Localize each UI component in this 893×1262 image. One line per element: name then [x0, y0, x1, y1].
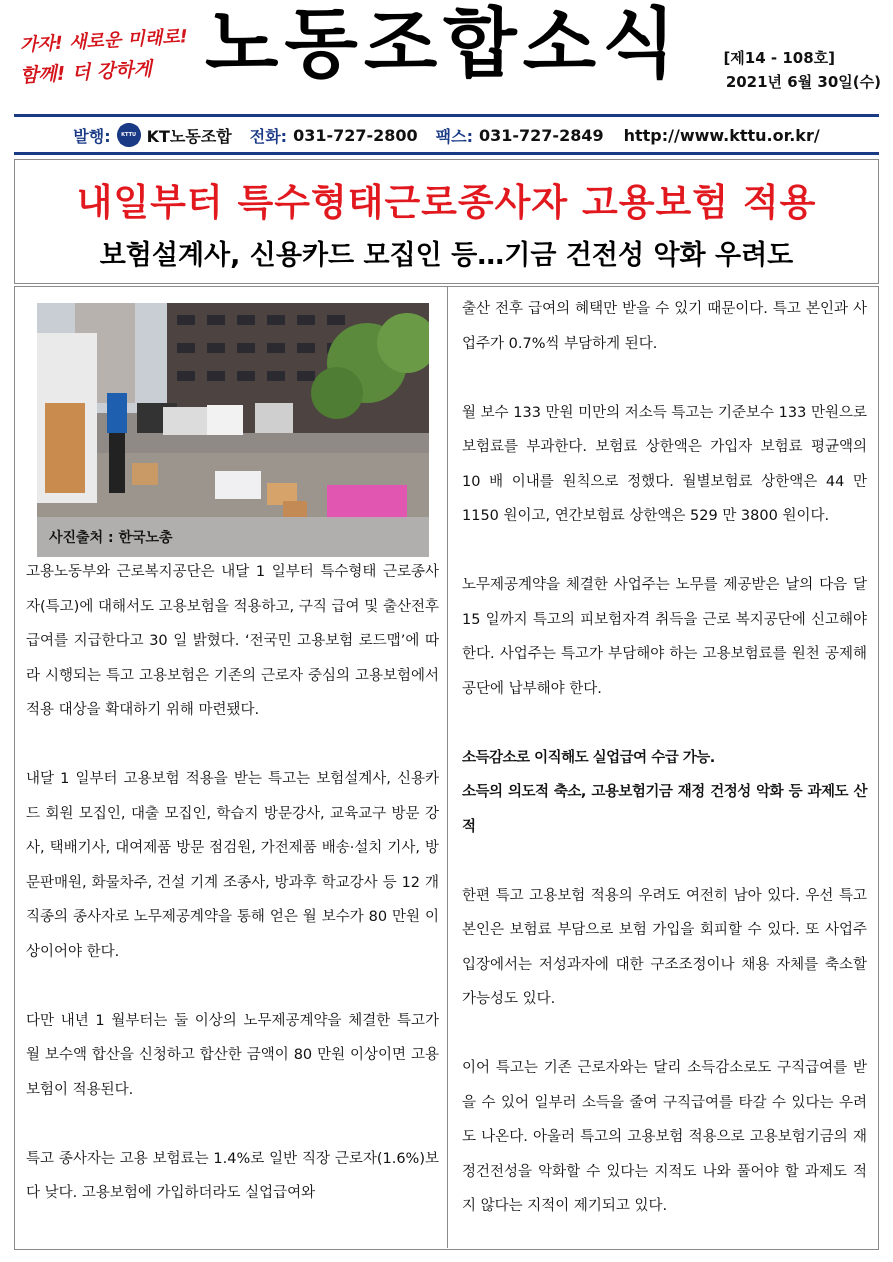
left-paragraph-4: 특고 종사자는 고용 보험료는 1.4%로 일반 직장 근로자(1.6%)보다 낮다. 고용보험에 가입하더라도 실업급여와	[26, 1150, 439, 1201]
right-paragraph-3: 노무제공계약을 체결한 사업주는 노무를 제공받은 날의 다음 달 15 일까지 특고의 피보험자격 취득을 근로 복지공단에 신고해야 한다. 사업주는 특고가 부담해야 하는 고용보험료를 원천 공제해 공단에 납부해야 한다.	[462, 577, 867, 697]
column-divider	[447, 286, 448, 1248]
publisher-info-bar	[14, 121, 879, 149]
left-paragraph-2: 내달 1 일부터 고용보험 적용을 받는 특고는 보험설계사, 신용카드 회원 모집인, 대출 모집인, 학습지 방문강사, 교육교구 방문 강사, 택배기사, 대여제품 방문 점검원, 가전제품 배송·설치 기사, 방문판매원, 화물차주, 건설 기계 조종사, 방과후 학교강사 등 12 개 직종의 종사자로 노무제공계약을 통해 얻은 월 보수가 80 만원 이상이어야 한다.	[26, 771, 439, 960]
issue-number: [제14 - 108호]	[723, 49, 835, 67]
website-link[interactable]: http://www.kttu.or.kr/	[623, 125, 820, 145]
header-rule-top	[14, 114, 879, 117]
header-rule-bottom	[14, 152, 879, 155]
logo-text: KTTU	[121, 132, 137, 138]
issue-date: 2021년 6월 30일(수)	[725, 73, 881, 91]
issue-info	[723, 46, 881, 94]
headline-box	[14, 159, 879, 284]
article-subheadline: 보험설계사, 신용카드 모집인 등…기금 건전성 악화 우려도	[99, 240, 794, 271]
right-paragraph-5: 이어 특고는 기존 근로자와는 달리 소득감소로도 구직급여를 받을 수 있어 일부러 소득을 줄여 구직급여를 타갈 수 있다는 우려도 나온다. 아울러 특고의 고용보험 적용으로 고용보험기금의 재정건전성을 악화할 수 있다는 지적도 나와 풀어야 할 과제도 적지 않다는 지적이 제기되고 있다.	[462, 1060, 867, 1214]
fax-label: 팩스:	[435, 126, 473, 146]
left-column	[26, 555, 439, 1211]
right-column	[462, 292, 867, 1224]
right-paragraph-1: 출산 전후 급여의 혜택만 받을 수 있기 때문이다. 특고 본인과 사업주가 0.7%씩 부담하게 된다.	[462, 301, 867, 352]
slogan	[19, 26, 190, 90]
right-paragraph-2: 월 보수 133 만원 미만의 저소득 특고는 기준보수 133 만원으로 보험료를 부과한다. 보험료 상한액은 가입자 보험료 평균액의 10 배 이내를 원칙으로 정했다. 월별보험료 상한액은 44 만 1150 원이고, 연간보험료 상한액은 529 만 3800 원이다.	[462, 404, 867, 524]
section-subheading-2: 소득의 의도적 축소, 고용보험기금 재정 건정성 악화 등 과제도 산적	[462, 784, 867, 835]
slogan-line-1: 가자! 새로운 미래로!	[19, 26, 189, 56]
left-paragraph-1: 고용노동부와 근로복지공단은 내달 1 일부터 특수형태 근로종사자(특고)에 대해서도 고용보험을 적용하고, 구직 급여 및 출산전후 급여를 지급한다고 30 일 밝혔다. ‘전국민 고용보험 로드맵’에 따라 시행되는 특고 고용보험은 기존의 근로자 중심의 고용보험에서 적용 대상을 확대하기 위해 마련됐다.	[26, 564, 439, 718]
right-paragraph-4: 한편 특고 고용보험 적용의 우려도 여전히 남아 있다. 우선 특고 본인은 보험료 부담으로 보험 가입을 회피할 수 있다. 또 사업주 입장에서는 저성과자에 대한 구조조정이나 채용 자체를 축소할 가능성도 있다.	[462, 887, 867, 1007]
photo-caption: 사진출처 : 한국노총	[49, 530, 173, 546]
kttu-logo-icon	[117, 123, 141, 147]
phone-number: 031-727-2800	[293, 125, 418, 145]
slogan-line-2: 함께! 더 강하게	[19, 58, 153, 87]
fax-number: 031-727-2849	[478, 125, 604, 145]
publisher-label: 발행:	[73, 126, 111, 146]
article-headline: 내일부터 특수형태근로종사자 고용보험 적용	[76, 181, 817, 224]
section-subheading-1: 소득감소로 이직해도 실업급여 수급 가능.	[462, 749, 715, 766]
left-paragraph-3: 다만 내년 1 월부터는 둘 이상의 노무제공계약을 체결한 특고가 월 보수액 합산을 신청하고 합산한 금액이 80 만원 이상이면 고용보험이 적용된다.	[26, 1012, 439, 1098]
newsletter-masthead: 노동조합소식	[205, 0, 682, 88]
publisher-name: KT노동조합	[146, 126, 232, 146]
phone-label: 전화:	[249, 126, 288, 146]
photo-caption-bar	[37, 517, 429, 557]
